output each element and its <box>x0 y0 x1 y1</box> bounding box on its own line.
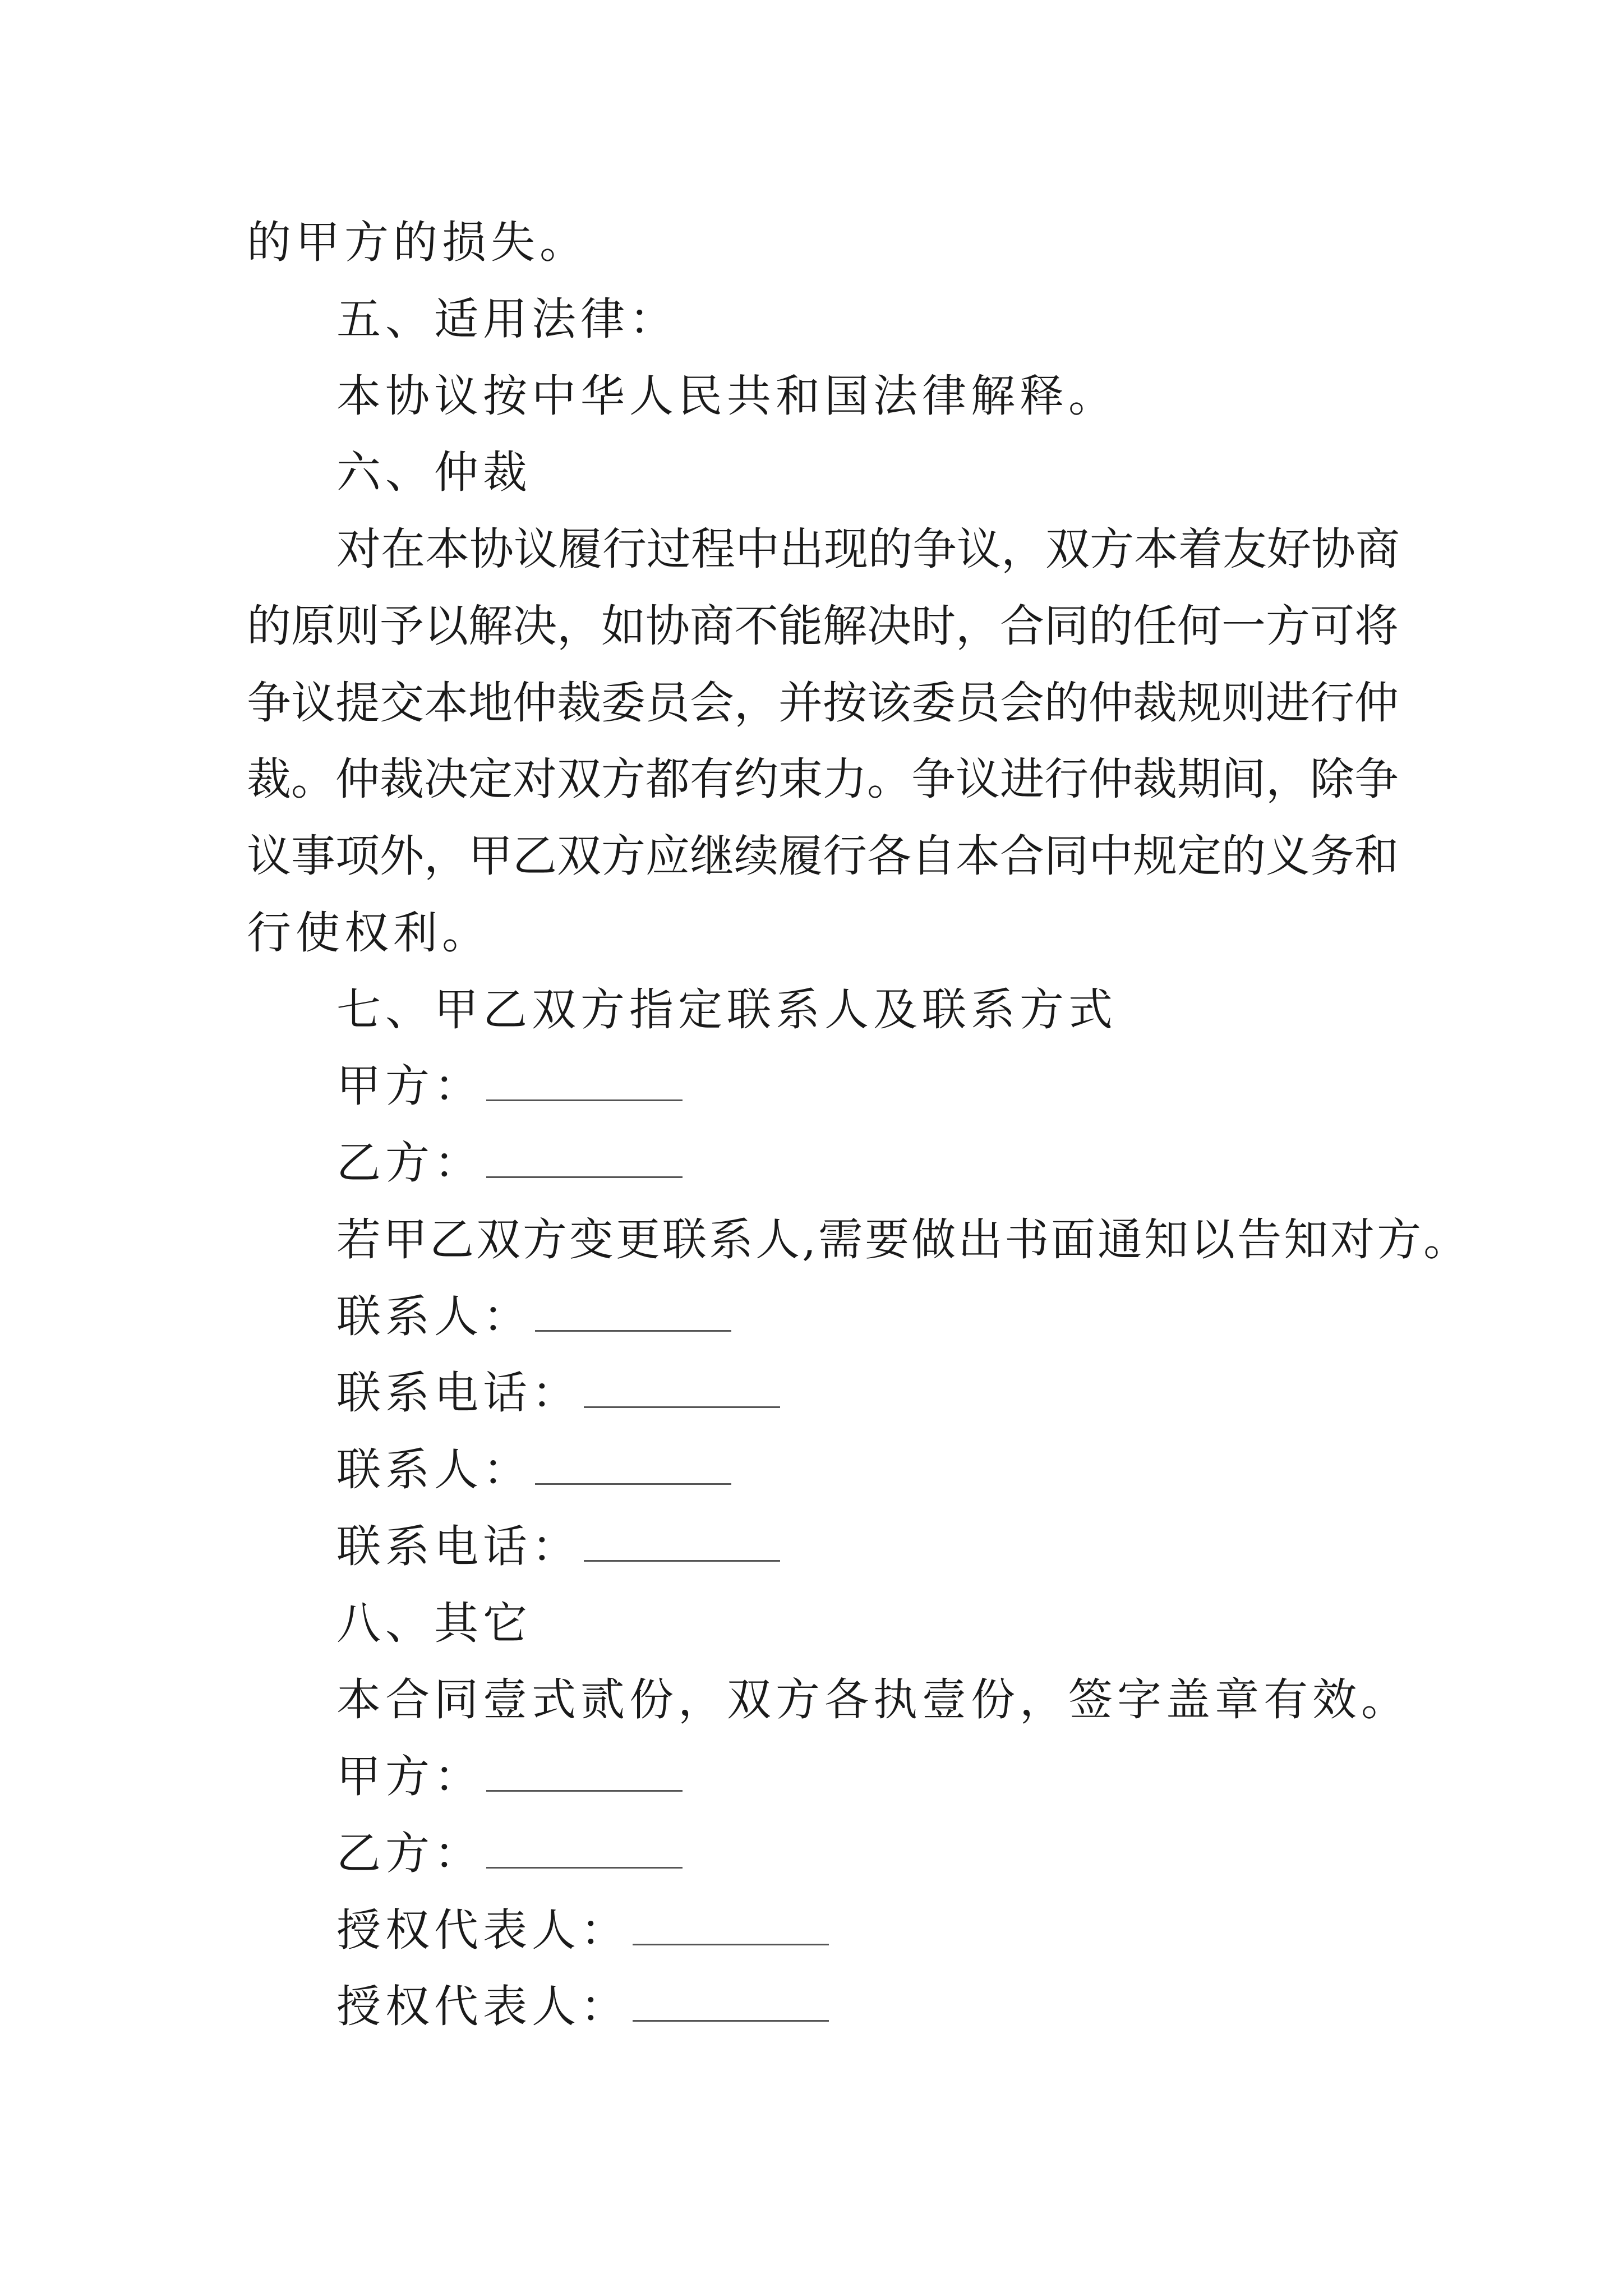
paragraph-applicable-law: 本协议按中华人民共和国法律解释。 <box>336 370 1117 422</box>
authorized-representative-field-1: 授权代表人： <box>336 1902 829 1958</box>
contact-phone-field-1: 联系电话： <box>336 1365 780 1421</box>
paragraph-continuation: 的甲方的损失。 <box>247 217 588 268</box>
paragraph-arbitration-line-1: 对在本协议履行过程中出现的争议，双方本着友好协商 <box>336 523 1400 575</box>
party-a-blank <box>486 1065 683 1101</box>
section-heading-applicable-law: 五、适用法律： <box>336 293 678 345</box>
authorized-representative-field-2: 授权代表人： <box>336 1978 829 2035</box>
paragraph-arbitration-line-5: 议事项外，甲乙双方应继续履行各自本合同中规定的义务和 <box>247 830 1399 882</box>
paragraph-arbitration-line-4: 裁。仲裁决定对双方都有约束力。争议进行仲裁期间，除争 <box>247 753 1399 805</box>
contact-phone-field-2: 联系电话： <box>336 1519 780 1575</box>
authorized-representative-blank-2 <box>633 1985 829 2022</box>
paragraph-contact-change: 若甲乙双方变更联系人,需要做出书面通知以告知对方。 <box>336 1214 1470 1266</box>
signature-party-a-blank <box>486 1755 683 1792</box>
paragraph-arbitration-line-3: 争议提交本地仲裁委员会，并按该委员会的仲裁规则进行仲 <box>247 677 1399 729</box>
authorized-representative-blank-1 <box>633 1909 829 1945</box>
party-b-blank <box>486 1142 683 1178</box>
party-b-contact-field: 乙方： <box>336 1135 683 1191</box>
signature-party-a-field: 甲方： <box>336 1749 683 1805</box>
paragraph-arbitration-line-2: 的原则予以解决，如协商不能解决时，合同的任何一方可将 <box>247 600 1399 652</box>
section-heading-other: 八、其它 <box>336 1598 532 1649</box>
contact-person-field-2: 联系人： <box>336 1442 731 1498</box>
section-heading-contacts: 七、甲乙双方指定联系人及联系方式 <box>336 984 1117 1036</box>
signature-party-b-blank <box>486 1832 683 1869</box>
contact-person-field-1: 联系人： <box>336 1289 731 1345</box>
party-a-contact-field: 甲方： <box>336 1058 683 1114</box>
paragraph-copies: 本合同壹式贰份，双方各执壹份，签字盖章有效。 <box>336 1674 1410 1726</box>
contact-person-blank-1 <box>535 1295 731 1332</box>
contact-person-blank-2 <box>535 1448 731 1485</box>
paragraph-arbitration-line-6: 行使权利。 <box>247 907 491 959</box>
signature-party-b-field: 乙方： <box>336 1825 683 1881</box>
contact-phone-blank-2 <box>584 1525 780 1562</box>
section-heading-arbitration: 六、仲裁 <box>336 447 532 498</box>
contact-phone-blank-1 <box>584 1372 780 1408</box>
